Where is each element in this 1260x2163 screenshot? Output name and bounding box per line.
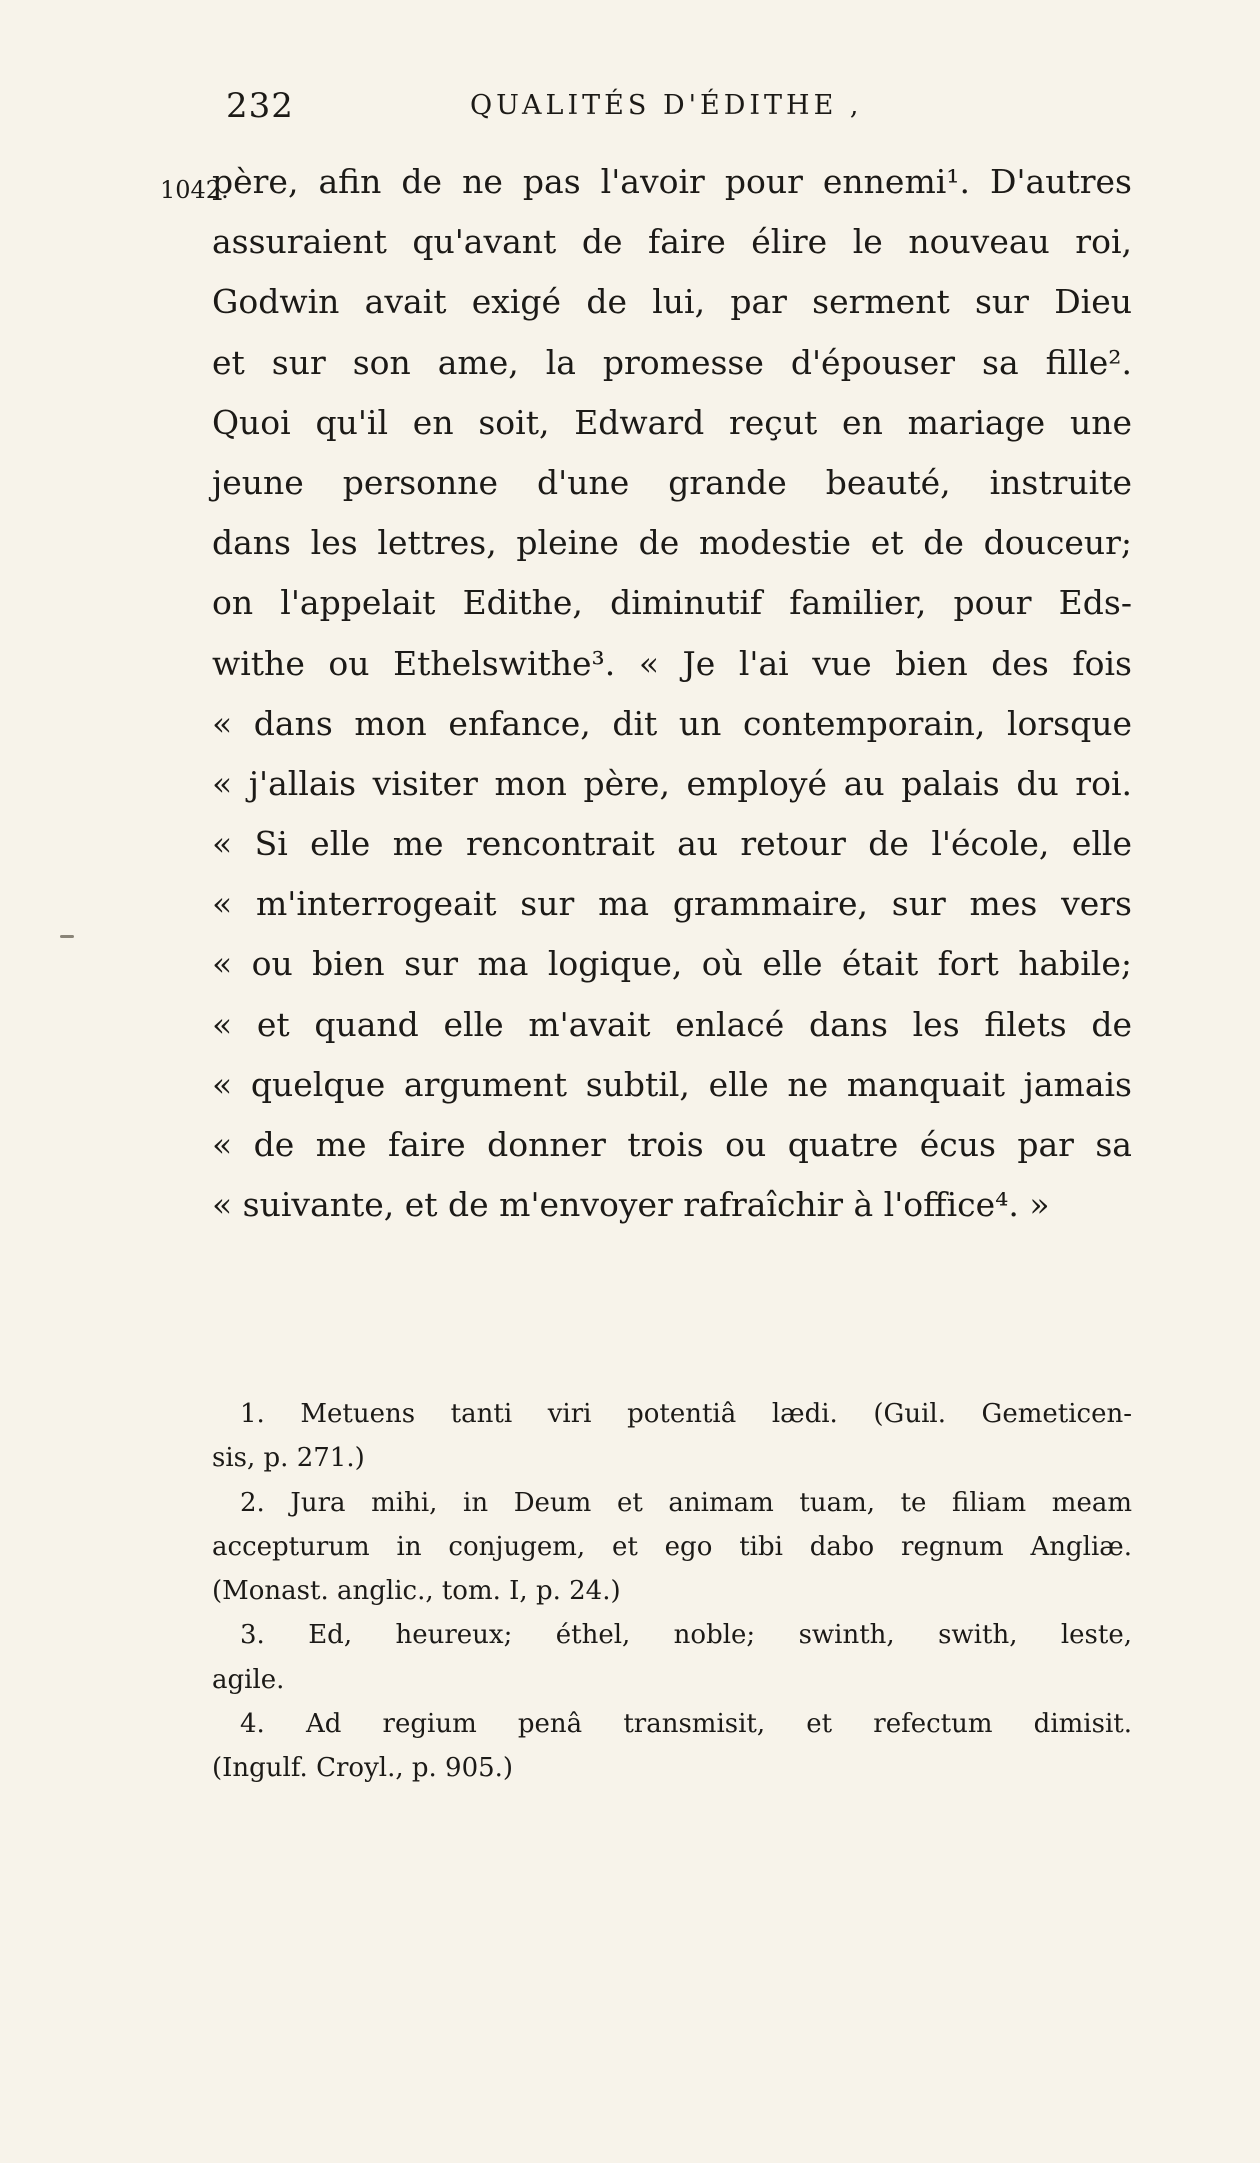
body-line: « Si elle me rencontrait au retour de l'école, elle xyxy=(212,824,1132,864)
body-line: « et quand elle m'avait enlacé dans les filets de xyxy=(212,1004,1132,1044)
body-line: withe ou Ethelswithe³. « Je l'ai vue bien des fois xyxy=(212,643,1132,683)
margin-year: 1042. xyxy=(160,176,229,204)
footnote-3-line: agile. xyxy=(212,1664,285,1695)
body-line: et sur son ame, la promesse d'épouser sa fille². xyxy=(212,342,1132,382)
body-line: « j'allais visiter mon père, employé au palais du roi. xyxy=(212,763,1132,803)
footnote-1-line: 1. Metuens tanti viri potentiâ lædi. (Guil. Gemeticen- xyxy=(240,1399,1132,1429)
page-header xyxy=(0,86,1260,136)
body-text xyxy=(212,152,1132,1235)
body-line: « dans mon enfance, dit un contemporain, lorsque xyxy=(212,703,1132,743)
body-line: Quoi qu'il en soit, Edward reçut en mariage une xyxy=(212,402,1132,442)
footnotes xyxy=(212,1392,1132,1791)
footnote-4-line: (Ingulf. Croyl., p. 905.) xyxy=(212,1753,514,1784)
footnote-2-line: (Monast. anglic., tom. I, p. 24.) xyxy=(212,1576,621,1607)
body-line: on l'appelait Edithe, diminutif familier, pour Eds- xyxy=(212,583,1132,623)
footnote-2-line: accepturum in conjugem, et ego tibi dabo regnum Angliæ. xyxy=(212,1531,1132,1562)
footnote-1-line: sis, p. 271.) xyxy=(212,1443,365,1474)
footnote-3-line: 3. Ed, heureux; éthel, noble; swinth, swith, leste, xyxy=(240,1620,1132,1651)
footnote-4-line: 4. Ad regium penâ transmisit, et refectum dimisit. xyxy=(240,1709,1132,1740)
body-line: « suivante, et de m'envoyer rafraîchir à l'office⁴. » xyxy=(212,1185,1050,1225)
body-line: assuraient qu'avant de faire élire le nouveau roi, xyxy=(212,222,1132,262)
margin-mark xyxy=(60,935,74,938)
page-number: 232 xyxy=(226,86,294,126)
body-line: Godwin avait exigé de lui, par serment sur Dieu xyxy=(212,282,1132,322)
body-line: dans les lettres, pleine de modestie et de douceur; xyxy=(212,523,1132,563)
body-line: père, afin de ne pas l'avoir pour ennemi¹. D'autres xyxy=(212,162,1132,201)
body-line: « m'interrogeait sur ma grammaire, sur mes vers xyxy=(212,884,1132,924)
footnote-2-line: 2. Jura mihi, in Deum et animam tuam, te filiam meam xyxy=(240,1487,1132,1518)
body-line: « de me faire donner trois ou quatre écus par sa xyxy=(212,1125,1132,1164)
body-line: « quelque argument subtil, elle ne manquait jamais xyxy=(212,1064,1132,1104)
body-line: « ou bien sur ma logique, où elle était fort habile; xyxy=(212,944,1132,984)
body-line: jeune personne d'une grande beauté, instruite xyxy=(212,462,1132,502)
running-title: QUALITÉS D'ÉDITHE , xyxy=(470,90,863,121)
